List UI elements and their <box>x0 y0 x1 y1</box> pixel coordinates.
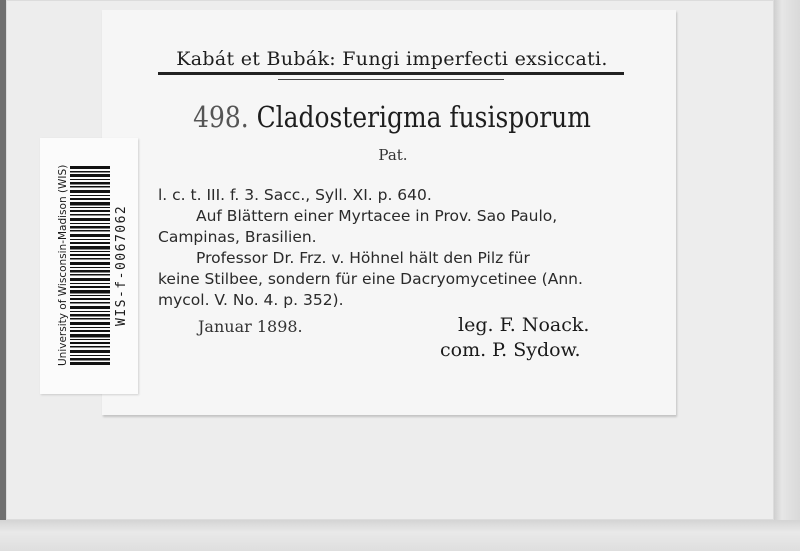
collection-date: Januar 1898. <box>198 317 303 336</box>
institution-text: University of Wisconsin-Madison (WIS) <box>57 164 69 366</box>
description-line: Professor Dr. Frz. v. Höhnel hält den Pilz für <box>196 249 530 267</box>
communicator: com. P. Sydow. <box>440 339 581 361</box>
barcode-card <box>40 138 138 394</box>
collector: leg. F. Noack. <box>458 314 590 336</box>
description-line: mycol. V. No. 4. p. 352). <box>158 291 344 309</box>
barcode-number: WIS-f-0067062 <box>114 204 129 326</box>
barcode-icon <box>70 166 110 366</box>
species-heading <box>177 100 607 134</box>
sheet-edge-bottom <box>0 520 800 551</box>
title-rule-thin <box>278 79 504 80</box>
specimen-label <box>102 10 676 415</box>
species-author: Pat. <box>378 146 408 164</box>
species-name: Cladosterigma fusisporum <box>256 100 591 134</box>
description-line: keine Stilbee, sondern für eine Dacryomycetinee (Ann. <box>158 270 583 288</box>
description-line: Auf Blättern einer Myrtacee in Prov. Sao Paulo, <box>196 207 558 225</box>
sheet-edge-right <box>774 0 800 551</box>
title-rule-thick <box>158 72 624 75</box>
description-line: Campinas, Brasilien. <box>158 228 317 246</box>
description-line: l. c. t. III. f. 3. Sacc., Syll. XI. p. 640. <box>158 186 432 204</box>
series-title: Kabát et Bubák: Fungi imperfecti exsiccati. <box>176 48 608 70</box>
specimen-number: 498. <box>193 100 249 134</box>
